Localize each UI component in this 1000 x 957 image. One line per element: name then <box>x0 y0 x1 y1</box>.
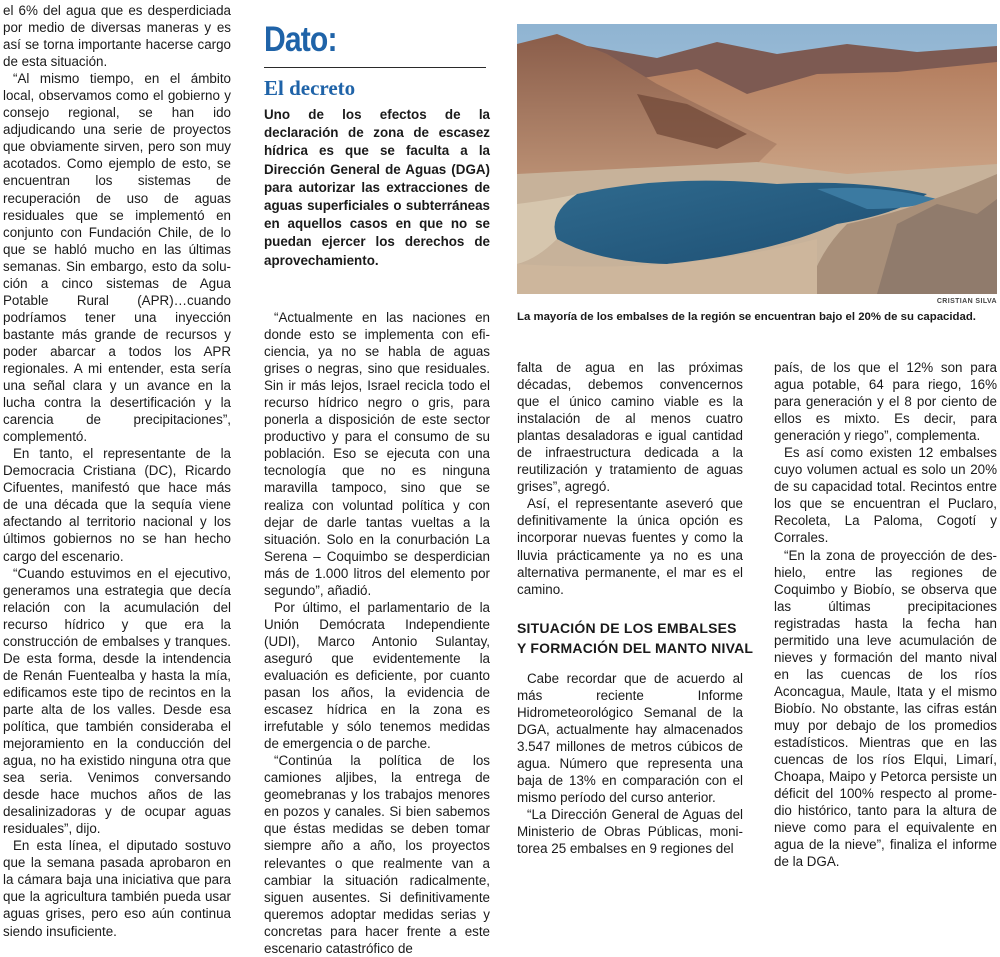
paragraph: En esta línea, el diputado sostuvo que la semana pasada aprobaron en la cámara baja una iniciativa que para que la agricultura también pueda usar aguas grises, pero eso aún continua siendo insuficiente. <box>3 838 231 939</box>
photo-credit: CRISTIAN SILVA <box>936 298 997 305</box>
paragraph: falta de agua en las próximas décadas, debemos convencernos que el único camino viable es la instalación de al menos cuatro plantas desaladoras e igual cantidad de infraestructura dedicada a la reutilización y tratamiento de aguas grises”, agregó. <box>517 360 743 495</box>
paragraph: “En la zona de proyección de deshielo, entre las regiones de Coquimbo y Biobío, se observa que las últimas precipitaciones registradas hasta la fecha han permitido una leve acumulación de nieves y formación del manto nival en las cuencas de los ríos Aconcagua, Maule, Itata y el mismo Biobío. No obstante, las cifras están muy por debajo de los promedios estadísticos. Mientras que en las cuencas de los ríos Elqui, Limarí, Choapa, Maipo y Petorca persiste un déficit del 100% respecto al promedio histórico, tanto para la altura de nieve como para el equivalente en agua de la nieve”, finaliza el informe de la DGA. <box>774 547 997 870</box>
paragraph: “Actualmente en las naciones en donde esto se implementa con eficiencia, ya no se habla de aguas grises o negras, sino que residuales. Sin ir más lejos, Israel recicla todo el recurso hídrico negro o gris, para ponerla a disposición de este sector productivo y para el consumo de su población. Eso se ejecuta con una tecnología que no es ninguna maravilla tampoco, sino que se realiza con voluntad política y con dejar de darle tantas vueltas a la situación. Solo en la conurbación La Serena – Coquimbo se desperdician más de 1.000 litros del elemento por segundo”, añadió. <box>264 310 490 598</box>
paragraph: “Cuando estuvimos en el ejecutivo, generamos una estrategia que decía relación con la acumulación del recurso hídrico y que era la construcción de embalses y tranques. De esta forma, desde la intendencia de Renán Fuentealba y hasta la mía, edificamos este tipo de recintos en la parte alta de los valles. Desde esa política, que también consideraba el mejoramiento en la conducción del agua, no ha existido ninguna otra que sea seria. Venimos conversando desde hace muchos años de las desalinizadoras y de ocupar aguas residuales”, dijo. <box>3 565 231 837</box>
paragraph: “Al mismo tiempo, en el ámbito local, observamos como el gobierno y consejo regional, se han ido adjudicando una serie de proyectos que obviamente sirven, pero son muy acotados. Como ejemplo de esto, se encuentran los sistemas de recuperación de uso de aguas residuales que se implementó en conjunto con Fundación Chile, de lo que se habló mucho en las últimas semanas. Sin embargo, esto da solución a cinco sistemas de Agua Potable Rural (APR)…cuando podríamos tener una inyección bastante más grande de recursos y poder abarcar a todos los APR regionales. A mi entender, esta sería una señal clara y un avance en la lucha contra la desertificación y la carencia de precipitaciones”, complementó. <box>3 71 231 445</box>
photo-caption: La mayoría de los embalses de la región se encuentran bajo el 20% de su capacidad. <box>517 311 976 323</box>
paragraph: Cabe recordar que de acuerdo al más reciente Informe Hidrometeorológico Semanal de la DGA, actualmente hay almacenados 3.547 millones de metros cúbicos de agua. Número que representa una baja de 13% en comparación con el mismo período del curso anterior. <box>517 670 743 805</box>
section-heading-line: Y FORMACIÓN DEL MANTO NIVAL <box>517 639 754 656</box>
article-column-2 <box>264 309 490 956</box>
dato-body: Uno de los efectos de la declaración de zona de escasez hídrica es que se faculta a la Dirección General de Aguas (DGA) para autorizar las extracciones de aguas superficiales o subterráneas en aquellos casos en que no se puedan ejercer los derechos de aprovechamiento. <box>264 107 490 268</box>
section-heading-line: SITUACIÓN DE LOS EMBALSES <box>517 619 737 636</box>
section-heading <box>517 618 754 658</box>
article-column-1 <box>3 2 231 939</box>
paragraph: “Continúa la política de los camiones aljibes, la entrega de geomebranas y los trabajos menores en pozos y canales. Si bien sabemos que éstas medidas se deben tomar siempre año a año, los proyectos relevantes o que realmente van a cambiar la situación radicalmente, siguen ausentes. Si definitivamente queremos adoptar medidas serias y concretas para hacer frente a este escenario catastrófico de <box>264 753 490 956</box>
paragraph: Es así como existen 12 embalses cuyo volumen actual es solo un 20% de su capacidad total. Recintos entre los que se encuentran el Puclaro, Recoleta, La Paloma, Cogotí y Corrales. <box>774 445 997 546</box>
dato-title: Dato: <box>264 20 337 59</box>
paragraph: Por último, el parlamentario de la Unión Demócrata Independiente (UDI), Marco Antonio Sulantay, aseguró que evidentemente la evaluación es deficiente, por cuanto pasan los años, la evidencia de escasez hídrica en la zona es irrefutable y sólo tenemos medidas de emergencia o de parche. <box>264 599 490 752</box>
landscape-image <box>517 24 997 294</box>
paragraph: Así, el representante aseveró que definitivamente la única opción es incorporar nuevas fuentes y como la lluvia prácticamente ya no es una alternativa permanente, el mar es el camino. <box>517 496 743 597</box>
article-column-3 <box>517 359 754 897</box>
paragraph: el 6% del agua que es desperdiciada por medio de diversas maneras y es así se torna importante hacerse cargo de esta situación. <box>3 3 231 70</box>
paragraph: país, de los que el 12% son para agua potable, 64 para riego, 16% para generación y el 8 por ciento de ellos es mixto. Es decir, para generación y riego”, complementa. <box>774 360 997 444</box>
dato-subtitle: El decreto <box>264 76 356 100</box>
reservoir-photo <box>517 24 997 294</box>
paragraph: “La Dirección General de Aguas del Ministerio de Obras Públicas, monitorea 25 embalses en 9 regiones del <box>517 807 743 857</box>
paragraph: En tanto, el representante de la Democracia Cristiana (DC), Ricardo Cifuentes, manifestó que hace más de una década que la sequía viene afectando al territorio nacional y los últimos gobiernos no se han hecho cargo del escenario. <box>3 446 231 564</box>
article-column-4 <box>774 359 997 897</box>
divider <box>264 67 486 68</box>
